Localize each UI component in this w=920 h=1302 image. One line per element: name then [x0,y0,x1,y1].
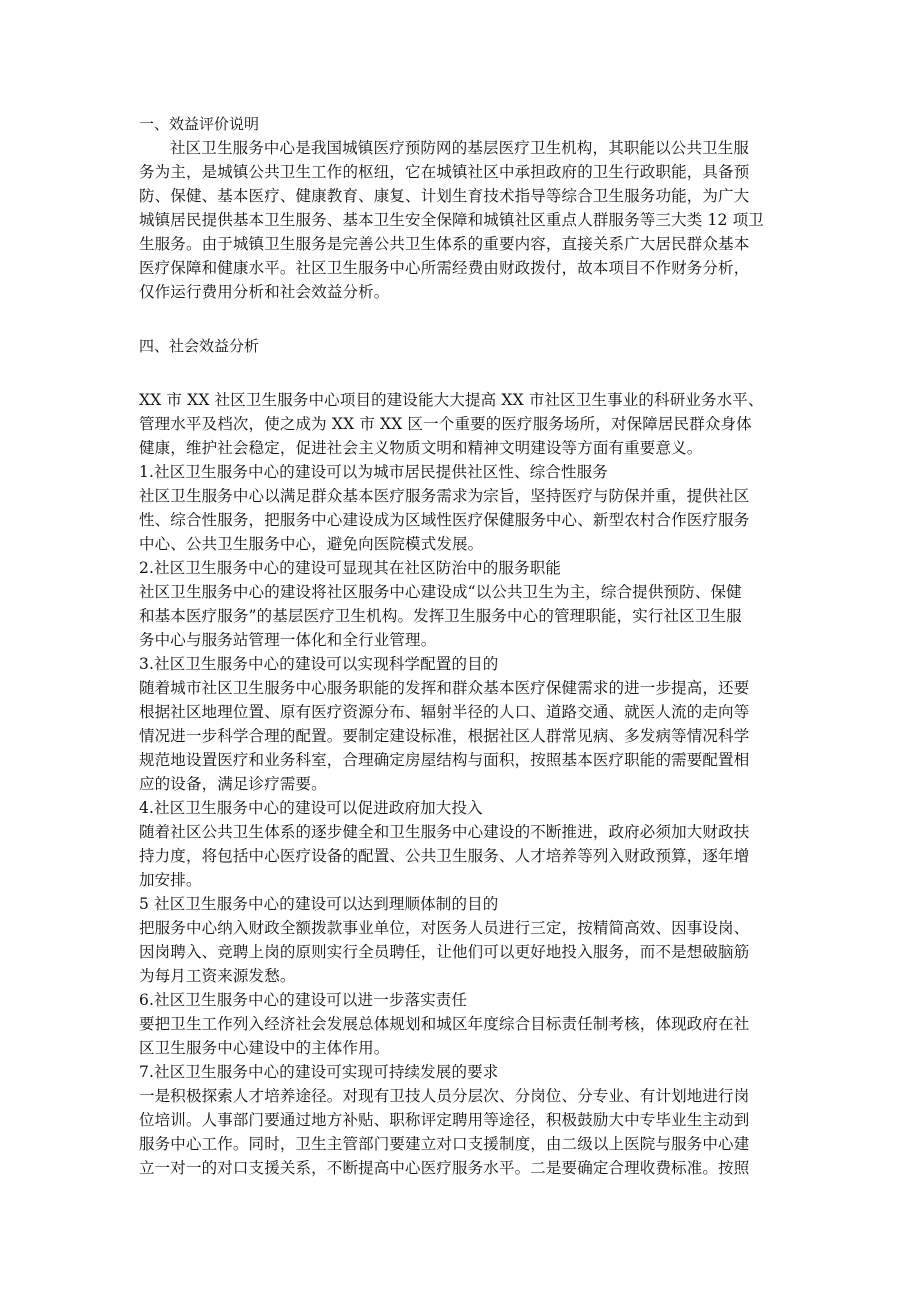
item-line: 加安排。 [139,871,202,889]
item-line: 为每月工资来源发愁。 [139,967,296,985]
item-line: 一是积极探索人才培养途径。对现有卫技人员分层次、分岗位、分专业、有计划地进行岗 [139,1087,750,1105]
item-line: 应的设备，满足诊疗需要。 [139,775,327,793]
item-line: 立一对一的对口支援关系，不断提高中心医疗服务水平。二是要确定合理收费标准。按照 [139,1159,750,1177]
item-line: 持力度，将包括中心医疗设备的配置、公共卫生服务、人才培养等列入财政预算，逐年增 [139,847,750,865]
section-4-heading: 四、社会效益分析 [139,337,260,355]
intro-line: 健康，维护社会稳定，促进社会主义物质文明和精神文明建设等方面有重要意义。 [139,439,703,457]
item-line: 社区卫生服务中心的建设将社区服务中心建设成“以公共卫生为主，综合提供预防、保健 [139,583,742,601]
item-line: 随着城市社区卫生服务中心服务职能的发挥和群众基本医疗保健需求的进一步提高，还要 [139,679,750,697]
item-line: 服务中心工作。同时，卫生主管部门要建立对口支援制度，由二级以上医院与服务中心建 [139,1135,750,1153]
spacer [139,304,784,334]
section-1-heading: 一、效益评价说明 [139,115,260,133]
item-line: 把服务中心纳入财政全额拨款事业单位，对医务人员进行三定，按精简高效、因事设岗、 [139,919,750,937]
paragraph-line: 务为主，是城镇公共卫生工作的枢纽，它在城镇社区中承担政府的卫生行政职能，具备预 [139,163,750,181]
item-title: 1.社区卫生服务中心的建设可以为城市居民提供社区性、综合性服务 [139,463,608,481]
item-title: 7.社区卫生服务中心的建设可实现可持续发展的要求 [139,1063,499,1081]
document-page [139,112,784,1180]
intro-line: XX 市 XX 社区卫生服务中心项目的建设能大大提高 XX 市社区卫生事业的科研业务水平、 [139,391,764,409]
item-line: 规范地设置医疗和业务科室，合理确定房屋结构与面积，按照基本医疗职能的需要配置相 [139,751,750,769]
paragraph-line: 生服务。由于城镇卫生服务是完善公共卫生体系的重要内容，直接关系广大居民群众基本 [139,235,750,253]
item-line: 情况进一步科学合理的配置。要制定建设标准，根据社区人群常见病、多发病等情况科学 [139,727,750,745]
item-line: 位培训。人事部门要通过地方补贴、职称评定聘用等途径，积极鼓励大中专毕业生主动到 [139,1111,750,1129]
paragraph-line: 城镇居民提供基本卫生服务、基本卫生安全保障和城镇社区重点人群服务等三大类 12 项卫 [139,211,764,229]
item-line: 中心、公共卫生服务中心，避免向医院模式发展。 [139,535,484,553]
spacer [139,358,784,388]
intro-line: 管理水平及档次，使之成为 XX 市 XX 区一个重要的医疗服务场所，对保障居民群众身体 [139,415,752,433]
item-title: 6.社区卫生服务中心的建设可以进一步落实责任 [139,991,468,1009]
item-line: 性、综合性服务，把服务中心建设成为区域性医疗保健服务中心、新型农村合作医疗服务 [139,511,750,529]
item-line: 务中心与服务站管理一体化和全行业管理。 [139,631,437,649]
item-line: 因岗聘入、竞聘上岗的原则实行全员聘任，让他们可以更好地投入服务，而不是想破脑筋 [139,943,750,961]
item-line: 社区卫生服务中心以满足群众基本医疗服务需求为宗旨，坚持医疗与防保并重，提供社区 [139,487,750,505]
item-line: 根据社区地理位置、原有医疗资源分布、辐射半径的人口、道路交通、就医人流的走向等 [139,703,750,721]
item-title: 4.社区卫生服务中心的建设可以促进政府加大投入 [139,799,483,817]
item-title: 5 社区卫生服务中心的建设可以达到理顺体制的目的 [139,895,499,913]
item-line: 随着社区公共卫生体系的逐步健全和卫生服务中心建设的不断推进，政府必须加大财政扶 [139,823,750,841]
item-line: 区卫生服务中心建设中的主体作用。 [139,1039,390,1057]
paragraph-line: 社区卫生服务中心是我国城镇医疗预防网的基层医疗卫生机构，其职能以公共卫生服 [170,139,750,157]
paragraph-line: 仅作运行费用分析和社会效益分析。 [139,283,390,301]
paragraph-line: 防、保健、基本医疗、健康教育、康复、计划生育技术指导等综合卫生服务功能，为广大 [139,187,750,205]
item-title: 3.社区卫生服务中心的建设可以实现科学配置的目的 [139,655,499,673]
item-line: 和基本医疗服务”的基层医疗卫生机构。发挥卫生服务中心的管理职能，实行社区卫生服 [139,607,742,625]
paragraph-line: 医疗保障和健康水平。社区卫生服务中心所需经费由财政拨付，故本项目不作财务分析， [139,259,750,277]
item-line: 要把卫生工作列入经济社会发展总体规划和城区年度综合目标责任制考核，体现政府在社 [139,1015,750,1033]
item-title: 2.社区卫生服务中心的建设可显现其在社区防治中的服务职能 [139,559,561,577]
